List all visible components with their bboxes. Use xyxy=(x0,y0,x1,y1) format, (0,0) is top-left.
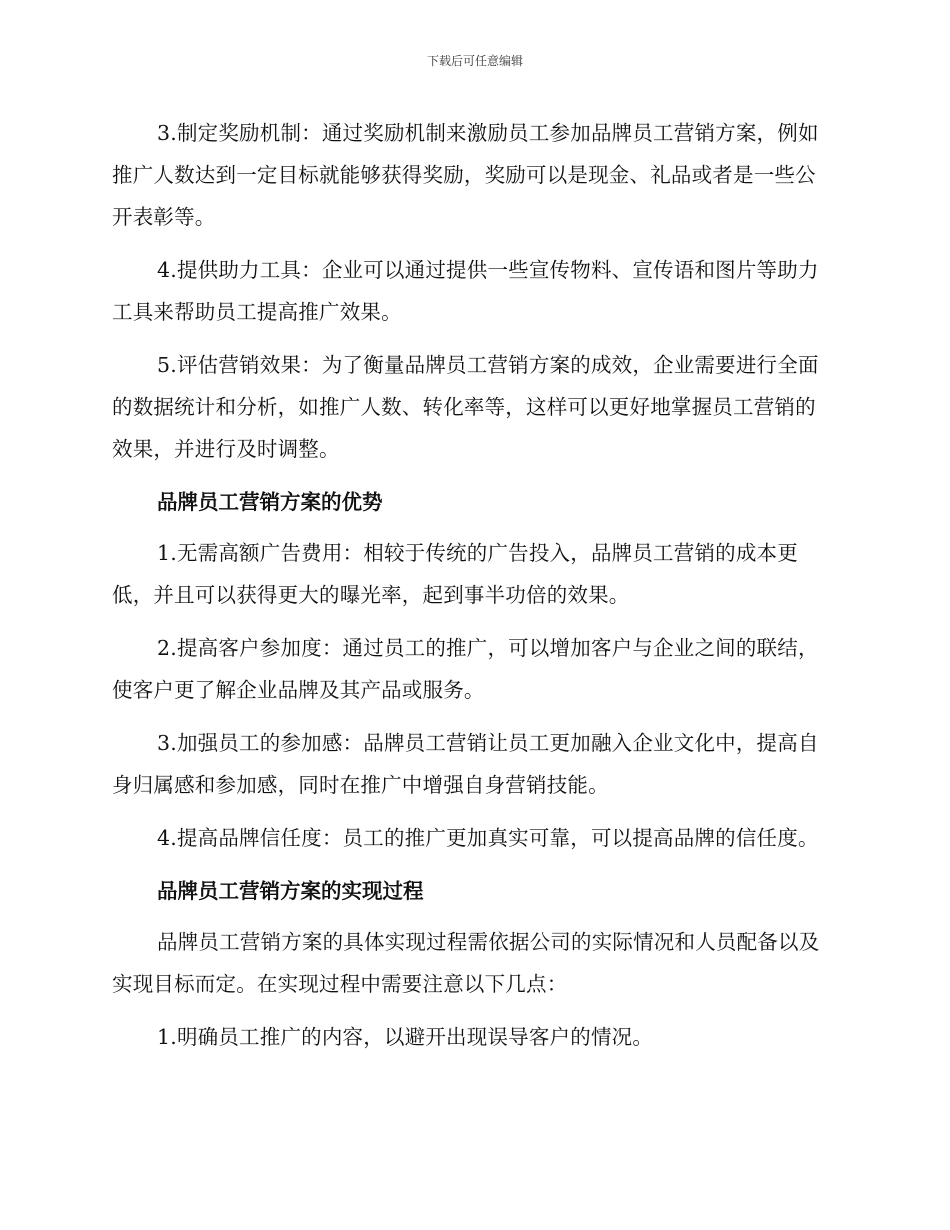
header-note: 下载后可任意编辑 xyxy=(426,54,523,68)
paragraph-evaluate-effect: 5.评估营销效果：为了衡量品牌员工营销方案的成效，企业需要进行全面的数据统计和分析，如推广人数、转化率等，这样可以更好地掌握员工营销的效果，并进行及时调整。 xyxy=(112,353,819,461)
paragraph-reward-mechanism: 3.制定奖励机制：通过奖励机制来激励员工参加品牌员工营销方案，例如推广人数达到一定目标就能够获得奖励，奖励可以是现金、礼品或者是一些公开表彰等。 xyxy=(112,121,819,229)
paragraph-customer-engagement: 2.提高客户参加度：通过员工的推广，可以增加客户与企业之间的联结，使客户更了解企业品牌及其产品或服务。 xyxy=(112,636,819,702)
paragraph-implementation-intro: 品牌员工营销方案的具体实现过程需依据公司的实际情况和人员配备以及实现目标而定。在实现过程中需要注意以下几点： xyxy=(112,930,820,996)
paragraph-clear-content: 1.明确员工推广的内容，以避开出现误导客户的情况。 xyxy=(157,1025,654,1049)
paragraph-no-ad-cost: 1.无需高额广告费用：相较于传统的广告投入，品牌员工营销的成本更低，并且可以获得更大的曝光率，起到事半功倍的效果。 xyxy=(112,541,798,607)
paragraph-brand-trust: 4.提高品牌信任度：员工的推广更加真实可靠，可以提高品牌的信任度。 xyxy=(157,826,819,850)
paragraph-employee-engagement: 3.加强员工的参加感：品牌员工营销让员工更加融入企业文化中，提高自身归属感和参加感，同时在推广中增强自身营销技能。 xyxy=(112,731,819,797)
document-body xyxy=(112,112,834,1069)
paragraph-support-tools: 4.提供助力工具：企业可以通过提供一些宣传物料、宣传语和图片等助力工具来帮助员工提高推广效果。 xyxy=(112,258,819,324)
section-heading-advantages: 品牌员工营销方案的优势 xyxy=(157,490,383,514)
section-heading-implementation: 品牌员工营销方案的实现过程 xyxy=(157,879,424,903)
